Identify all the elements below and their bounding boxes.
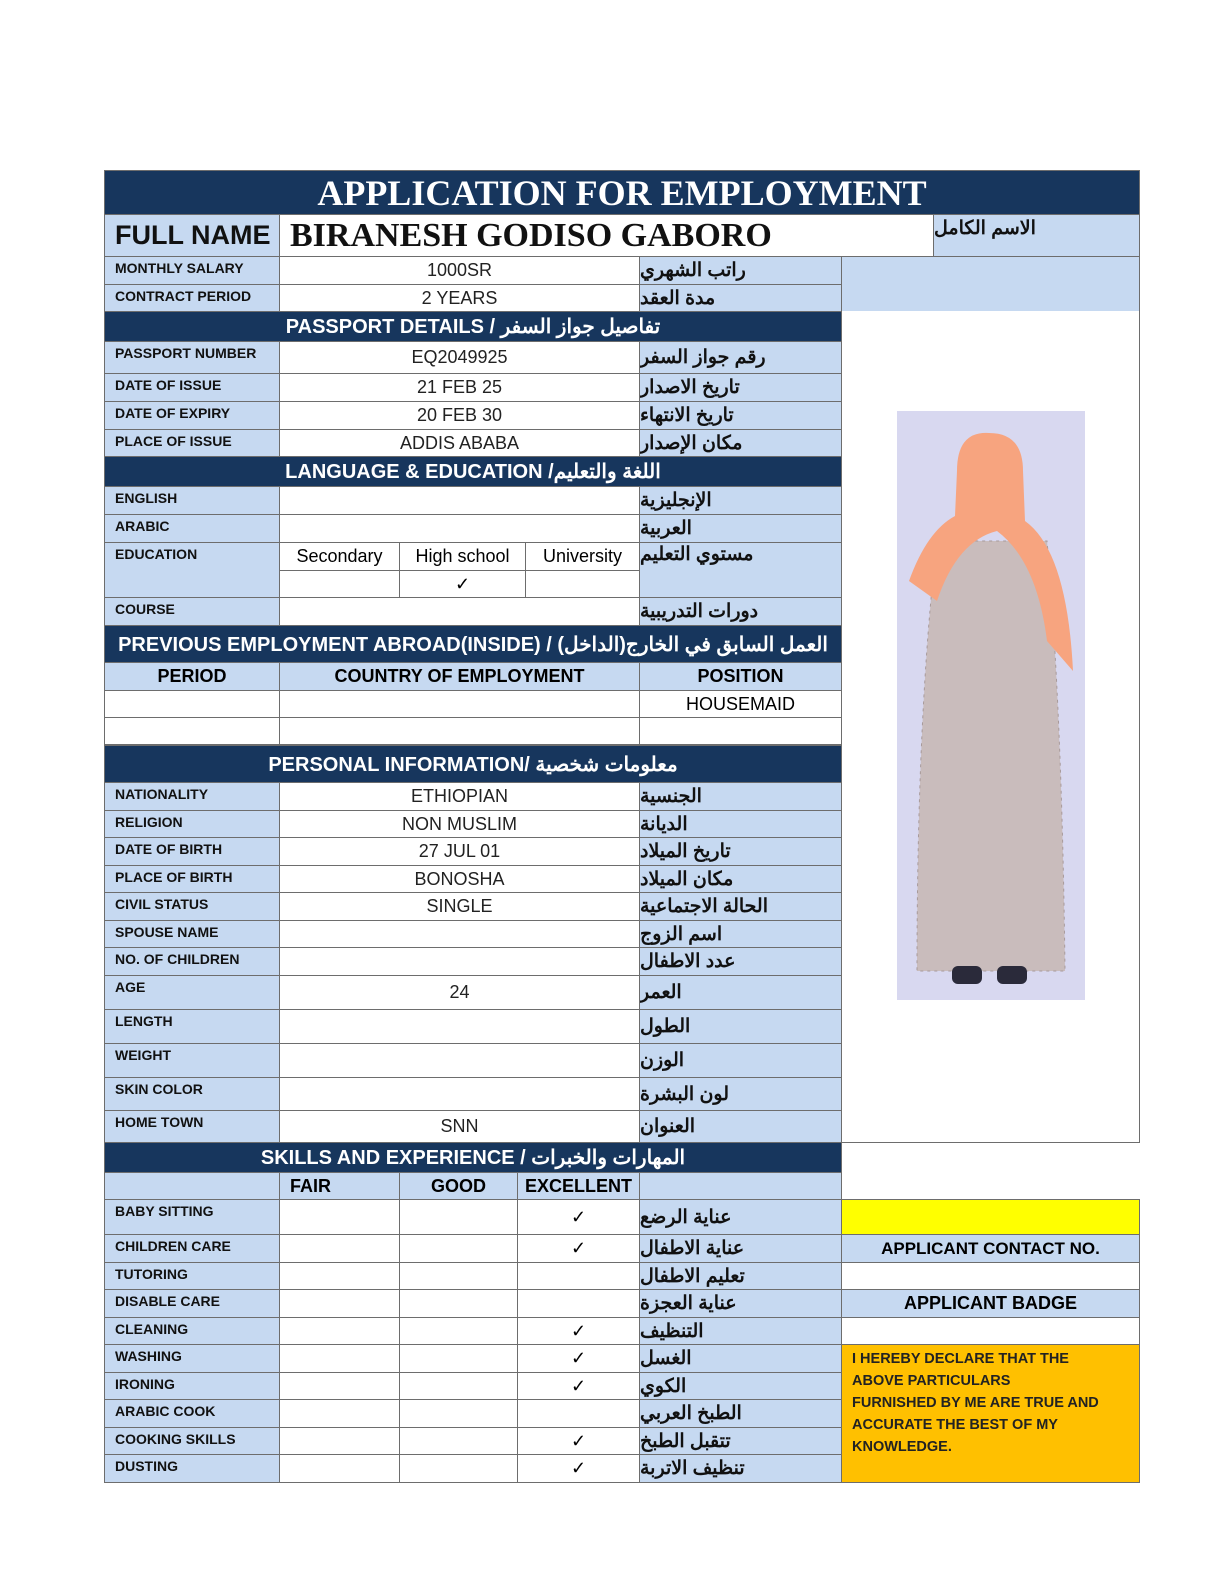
full-name-value: BIRANESH GODISO GABORO bbox=[279, 214, 934, 257]
washing-good-check[interactable] bbox=[399, 1344, 518, 1373]
dusting-excellent-check[interactable]: ✓ bbox=[517, 1454, 640, 1483]
dusting-arabic: تنظيف الاتربة bbox=[639, 1454, 842, 1483]
children-care-fair-check[interactable] bbox=[279, 1234, 400, 1263]
cooking-skills-fair-check[interactable] bbox=[279, 1427, 400, 1455]
tutoring-excellent-check[interactable] bbox=[517, 1262, 640, 1290]
previous-employment-header: PREVIOUS EMPLOYMENT ABROAD(INSIDE) / العمل السابق في الخارج(الداخل) bbox=[104, 625, 842, 663]
employment-cell[interactable] bbox=[104, 717, 280, 745]
weight-label: WEIGHT bbox=[104, 1043, 280, 1078]
nationality-label: NATIONALITY bbox=[104, 782, 280, 811]
contact-value[interactable] bbox=[841, 1262, 1140, 1290]
disable-care-label: DISABLE CARE bbox=[104, 1289, 280, 1318]
children-care-label: CHILDREN CARE bbox=[104, 1234, 280, 1263]
english-label: ENGLISH bbox=[104, 486, 280, 515]
civil-status-value[interactable]: SINGLE bbox=[279, 892, 640, 921]
highlight-cell bbox=[841, 1199, 1140, 1235]
education-check[interactable]: ✓ bbox=[399, 570, 526, 598]
cleaning-arabic: التنظيف bbox=[639, 1317, 842, 1345]
employment-cell[interactable]: HOUSEMAID bbox=[639, 690, 842, 718]
form-title: APPLICATION FOR EMPLOYMENT bbox=[104, 170, 1140, 215]
age-arabic: العمر bbox=[639, 975, 842, 1010]
children-care-good-check[interactable] bbox=[399, 1234, 518, 1263]
washing-label: WASHING bbox=[104, 1344, 280, 1373]
course-value[interactable] bbox=[279, 597, 640, 626]
ironing-good-check[interactable] bbox=[399, 1372, 518, 1400]
education-label: EDUCATION bbox=[104, 542, 280, 598]
no-of-children-arabic: عدد الاطفال bbox=[639, 947, 842, 976]
no-of-children-label: NO. OF CHILDREN bbox=[104, 947, 280, 976]
education-option: High school bbox=[399, 542, 526, 571]
passport-header: PASSPORT DETAILS / تفاصيل جواز السفر bbox=[104, 311, 842, 342]
nationality-value[interactable]: ETHIOPIAN bbox=[279, 782, 640, 811]
date-of-expiry-arabic: تاريخ الانتهاء bbox=[639, 401, 842, 430]
age-label: AGE bbox=[104, 975, 280, 1010]
ironing-fair-check[interactable] bbox=[279, 1372, 400, 1400]
spouse-name-arabic: اسم الزوج bbox=[639, 920, 842, 948]
contact-label: APPLICANT CONTACT NO. bbox=[841, 1234, 1140, 1263]
baby-sitting-good-check[interactable] bbox=[399, 1199, 518, 1235]
education-option: University bbox=[525, 542, 640, 571]
english-value[interactable] bbox=[279, 486, 640, 515]
date-of-issue-value[interactable]: 21 FEB 25 bbox=[279, 373, 640, 402]
arabic-cook-arabic: الطبخ العربي bbox=[639, 1399, 842, 1428]
ironing-label: IRONING bbox=[104, 1372, 280, 1400]
english-arabic: الإنجليزية bbox=[639, 486, 842, 515]
column-position: POSITION bbox=[639, 662, 842, 691]
cleaning-fair-check[interactable] bbox=[279, 1317, 400, 1345]
no-of-children-value[interactable] bbox=[279, 947, 640, 976]
arabic-cook-good-check[interactable] bbox=[399, 1399, 518, 1428]
date-of-expiry-value[interactable]: 20 FEB 30 bbox=[279, 401, 640, 430]
baby-sitting-fair-check[interactable] bbox=[279, 1199, 400, 1235]
passport-number-value[interactable]: EQ2049925 bbox=[279, 341, 640, 374]
cleaning-excellent-check[interactable]: ✓ bbox=[517, 1317, 640, 1345]
arabic-cook-excellent-check[interactable] bbox=[517, 1399, 640, 1428]
length-arabic: الطول bbox=[639, 1009, 842, 1044]
badge-value bbox=[841, 1317, 1140, 1345]
skin-color-label: SKIN COLOR bbox=[104, 1077, 280, 1111]
contract-period-value[interactable]: 2 YEARS bbox=[279, 284, 640, 312]
home-town-value[interactable]: SNN bbox=[279, 1110, 640, 1143]
column-country-of-employment: COUNTRY OF EMPLOYMENT bbox=[279, 662, 640, 691]
disable-care-excellent-check[interactable] bbox=[517, 1289, 640, 1318]
arabic-cook-label: ARABIC COOK bbox=[104, 1399, 280, 1428]
cleaning-good-check[interactable] bbox=[399, 1317, 518, 1345]
full-name-label: FULL NAME bbox=[104, 214, 280, 257]
monthly-salary-label: MONTHLY SALARY bbox=[104, 256, 280, 285]
employment-cell[interactable] bbox=[639, 717, 842, 745]
ironing-arabic: الكوي bbox=[639, 1372, 842, 1400]
place-of-birth-label: PLACE OF BIRTH bbox=[104, 865, 280, 893]
weight-value[interactable] bbox=[279, 1043, 640, 1078]
disable-care-arabic: عناية العجزة bbox=[639, 1289, 842, 1318]
cooking-skills-excellent-check[interactable]: ✓ bbox=[517, 1427, 640, 1455]
civil-status-label: CIVIL STATUS bbox=[104, 892, 280, 921]
skin-color-value[interactable] bbox=[279, 1077, 640, 1111]
date-of-birth-label: DATE OF BIRTH bbox=[104, 837, 280, 866]
column-excellent: EXCELLENT bbox=[517, 1172, 640, 1200]
disable-care-fair-check[interactable] bbox=[279, 1289, 400, 1318]
date-of-issue-label: DATE OF ISSUE bbox=[104, 373, 280, 402]
full-name-arabic: الاسم الكامل bbox=[933, 214, 1140, 257]
language-header: LANGUAGE & EDUCATION /اللغة والتعليم bbox=[104, 456, 842, 487]
skills-blank bbox=[639, 1172, 842, 1200]
skills-header: SKILLS AND EXPERIENCE / المهارات والخبرات bbox=[104, 1142, 842, 1173]
education-option: Secondary bbox=[279, 542, 400, 571]
baby-sitting-label: BABY SITTING bbox=[104, 1199, 280, 1235]
contract-period-label: CONTRACT PERIOD bbox=[104, 284, 280, 312]
nationality-arabic: الجنسية bbox=[639, 782, 842, 811]
education-check[interactable] bbox=[525, 570, 640, 598]
place-of-birth-arabic: مكان الميلاد bbox=[639, 865, 842, 893]
spouse-name-value[interactable] bbox=[279, 920, 640, 948]
cooking-skills-arabic: تتقبل الطبخ bbox=[639, 1427, 842, 1455]
tutoring-arabic: تعليم الاطفال bbox=[639, 1262, 842, 1290]
children-care-arabic: عناية الاطفال bbox=[639, 1234, 842, 1263]
religion-arabic: الديانة bbox=[639, 810, 842, 838]
cleaning-label: CLEANING bbox=[104, 1317, 280, 1345]
cooking-skills-label: COOKING SKILLS bbox=[104, 1427, 280, 1455]
cooking-skills-good-check[interactable] bbox=[399, 1427, 518, 1455]
children-care-excellent-check[interactable]: ✓ bbox=[517, 1234, 640, 1263]
tutoring-good-check[interactable] bbox=[399, 1262, 518, 1290]
home-town-arabic: العنوان bbox=[639, 1110, 842, 1143]
spouse-name-label: SPOUSE NAME bbox=[104, 920, 280, 948]
tutoring-fair-check[interactable] bbox=[279, 1262, 400, 1290]
baby-sitting-arabic: عناية الرضع bbox=[639, 1199, 842, 1235]
skills-blank bbox=[104, 1172, 280, 1200]
arabic-cook-fair-check[interactable] bbox=[279, 1399, 400, 1428]
date-of-birth-value[interactable]: 27 JUL 01 bbox=[279, 837, 640, 866]
religion-label: RELIGION bbox=[104, 810, 280, 838]
monthly-salary-arabic: راتب الشهري bbox=[639, 256, 842, 285]
place-of-issue-label: PLACE OF ISSUE bbox=[104, 429, 280, 457]
column-good: GOOD bbox=[399, 1172, 518, 1200]
baby-sitting-excellent-check[interactable]: ✓ bbox=[517, 1199, 640, 1235]
religion-value[interactable]: NON MUSLIM bbox=[279, 810, 640, 838]
employment-cell[interactable] bbox=[104, 690, 280, 718]
age-value[interactable]: 24 bbox=[279, 975, 640, 1010]
arabic-label: ARABIC bbox=[104, 514, 280, 543]
employment-cell[interactable] bbox=[279, 717, 640, 745]
place-of-birth-value[interactable]: BONOSHA bbox=[279, 865, 640, 893]
disable-care-good-check[interactable] bbox=[399, 1289, 518, 1318]
ironing-excellent-check[interactable]: ✓ bbox=[517, 1372, 640, 1400]
contract-period-arabic: مدة العقد bbox=[639, 284, 842, 312]
education-check[interactable] bbox=[279, 570, 400, 598]
skin-color-arabic: لون البشرة bbox=[639, 1077, 842, 1111]
education-arabic: مستوي التعليم bbox=[639, 542, 842, 598]
badge-label: APPLICANT BADGE bbox=[841, 1289, 1140, 1318]
washing-excellent-check[interactable]: ✓ bbox=[517, 1344, 640, 1373]
blank-cell bbox=[840, 256, 1140, 312]
dusting-fair-check[interactable] bbox=[279, 1454, 400, 1483]
date-of-birth-arabic: تاريخ الميلاد bbox=[639, 837, 842, 866]
applicant-photo bbox=[897, 411, 1085, 1000]
place-of-issue-value[interactable]: ADDIS ABABA bbox=[279, 429, 640, 457]
course-label: COURSE bbox=[104, 597, 280, 626]
weight-arabic: الوزن bbox=[639, 1043, 842, 1078]
dusting-good-check[interactable] bbox=[399, 1454, 518, 1483]
dusting-label: DUSTING bbox=[104, 1454, 280, 1483]
passport-number-label: PASSPORT NUMBER bbox=[104, 341, 280, 374]
length-label: LENGTH bbox=[104, 1009, 280, 1044]
washing-arabic: الغسل bbox=[639, 1344, 842, 1373]
passport-number-arabic: رقم جواز السفر bbox=[639, 341, 842, 374]
employment-cell[interactable] bbox=[279, 690, 640, 718]
civil-status-arabic: الحالة الاجتماعية bbox=[639, 892, 842, 921]
place-of-issue-arabic: مكان الإصدار bbox=[639, 429, 842, 457]
column-period: PERIOD bbox=[104, 662, 280, 691]
arabic-arabic: العربية bbox=[639, 514, 842, 543]
tutoring-label: TUTORING bbox=[104, 1262, 280, 1290]
column-fair: FAIR bbox=[279, 1172, 400, 1200]
washing-fair-check[interactable] bbox=[279, 1344, 400, 1373]
date-of-issue-arabic: تاريخ الاصدار bbox=[639, 373, 842, 402]
personal-information-header: PERSONAL INFORMATION/ معلومات شخصية bbox=[104, 745, 842, 783]
course-arabic: دورات التدريبية bbox=[639, 597, 842, 626]
home-town-label: HOME TOWN bbox=[104, 1110, 280, 1143]
arabic-value[interactable] bbox=[279, 514, 640, 543]
length-value[interactable] bbox=[279, 1009, 640, 1044]
date-of-expiry-label: DATE OF EXPIRY bbox=[104, 401, 280, 430]
monthly-salary-value[interactable]: 1000SR bbox=[279, 256, 640, 285]
photo-area bbox=[841, 311, 1140, 1143]
declaration-text: I HEREBY DECLARE THAT THE ABOVE PARTICULARS FURNISHED BY ME ARE TRUE AND ACCURATE THE BEST OF MY KNOWLEDGE. bbox=[841, 1344, 1140, 1483]
